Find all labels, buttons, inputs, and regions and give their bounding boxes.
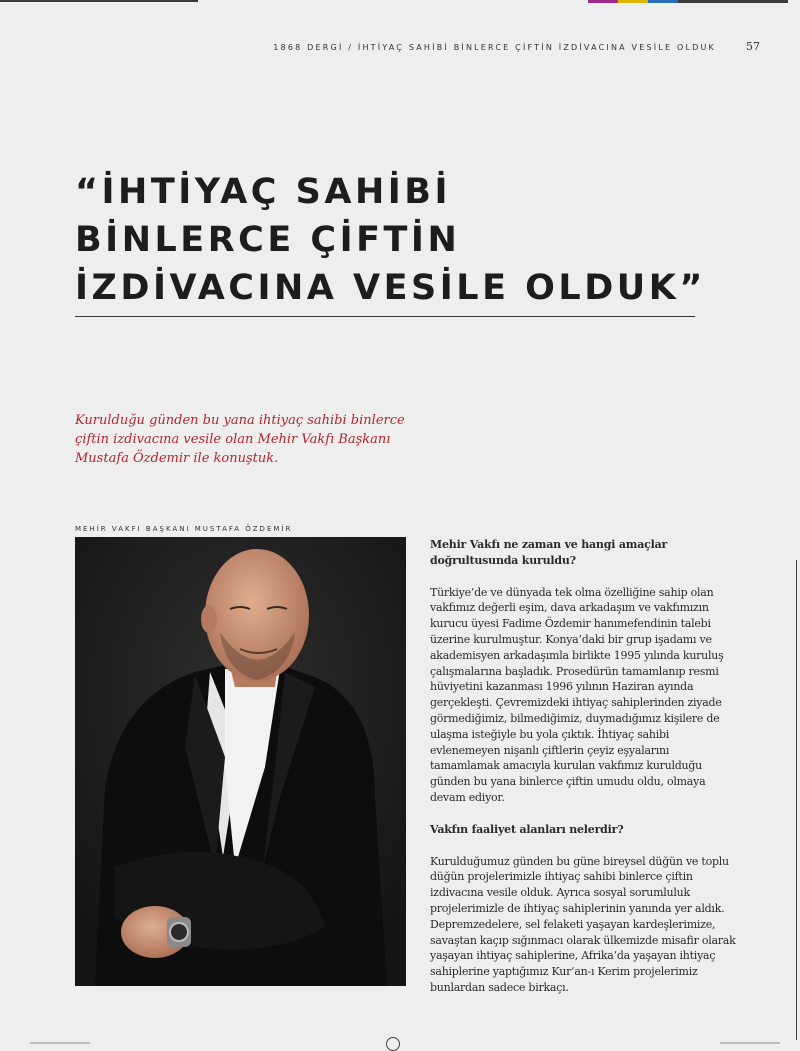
article-headline [75, 168, 715, 312]
page-number: 57 [746, 40, 760, 53]
footer-rule-left [30, 1042, 90, 1044]
headline-line-1: “İHTİYAÇ SAHİBİ [75, 172, 451, 212]
page-edge-line [796, 560, 797, 1040]
photo-caption: MEHİR VAKFI BAŞKANI MUSTAFA ÖZDEMİR [75, 525, 293, 533]
registration-mark-icon [386, 1037, 400, 1051]
headline-divider [75, 316, 695, 317]
answer-1: Türkiye’de ve dünyada tek olma özelliğine sahip olan vakfımız değerli eşim, dava arkadaşım ve vakfımızın kurucu üyesi Fadime Özdemir hanımefendinin talebi üzerine kurulmuştur. Konya’daki bir grup işadamı ve akademisyen arkadaşımla birlikte 1995 yılında kuruluş çalışmalarına başladık. Prosedürün tamamlanıp resmi hüviyetini kazanması 1996 yılının Haziran ayında gerçekleşti. Çevremizdeki ihtiyaç sahiplerinden ziyade görmediğimiz, bilmediğimiz, duymadığımız kişilere de ulaşma isteğiyle bu yola çıktık. İhtiyaç sahibi evlenemeyen nişanlı çiftlerin çeyiz eşyalarını tamamlamak amacıyla kurulan vakfımız kurulduğu günden bu yana binlerce çiftin umudu oldu, olmaya devam ediyor. [430, 585, 724, 804]
article-body [430, 537, 736, 1012]
question-2: Vakfın faaliyet alanları nelerdir? [430, 822, 624, 836]
portrait-illustration [75, 537, 406, 986]
portrait-photo [75, 537, 406, 986]
top-color-bar [588, 0, 788, 3]
question-1: Mehir Vakfı ne zaman ve hangi amaçlar doğrultusunda kuruldu? [430, 538, 668, 567]
running-head: 1868 DERGİ / İHTİYAÇ SAHİBİ BİNLERCE ÇİFTİN İZDİVACINA VESİLE OLDUK [273, 43, 716, 52]
headline-line-2: BİNLERCE ÇİFTİN [75, 220, 461, 260]
answer-2: Kurulduğumuz günden bu güne bireysel düğün ve toplu düğün projelerimizle ihtiyaç sahibi binlerce çiftin izdivacına vesile olduk. Ayrıca sosyal sorumluluk projelerimizle de ihtiyaç sahiplerinin yanında yer aldık. Depremzedelere, sel felaketi yaşayan kardeşlerimize, savaştan kaçıp sığınmacı olarak ülkemizde misafir olarak yaşayan ihtiyaç sahiplerine, Afrika’da yaşayan ihtiyaç sahiplerine yaptığımız Kur’an-ı Kerim projelerimiz bunlardan sadece birkaçı. [430, 854, 736, 994]
headline-line-3: İZDİVACINA VESİLE OLDUK” [75, 268, 706, 308]
article-lead: Kurulduğu günden bu yana ihtiyaç sahibi binlerce çiftin izdivacına vesile olan Mehir Vakfı Başkanı Mustafa Özdemir ile konuştuk. [75, 413, 405, 466]
footer-rule-right [720, 1042, 780, 1044]
top-rule-left [0, 0, 198, 2]
